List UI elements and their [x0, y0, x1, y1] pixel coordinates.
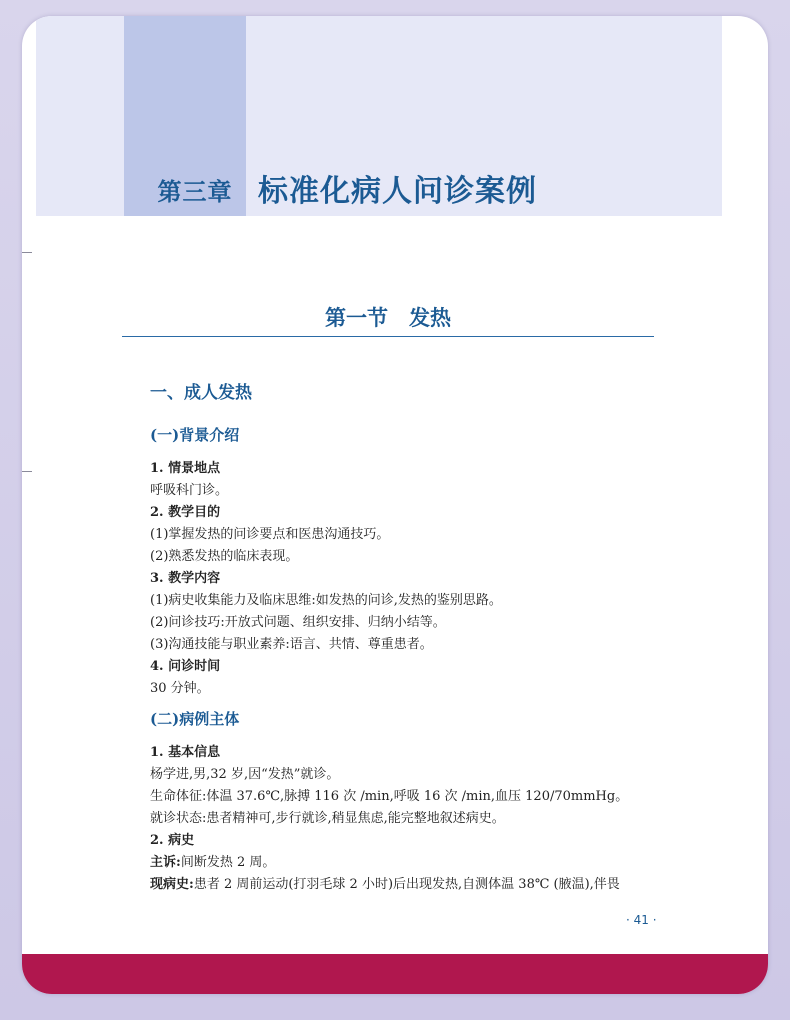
- body-line: 30 分钟。: [150, 681, 210, 696]
- body-line: (2)熟悉发热的临床表现。: [150, 549, 299, 564]
- present-illness-label: 现病史:: [150, 877, 194, 892]
- present-illness-line: [150, 873, 620, 892]
- section-divider: [122, 336, 654, 337]
- chief-complaint-label: 主诉:: [150, 855, 181, 870]
- present-illness-text: 患者 2 周前运动(打羽毛球 2 小时)后出现发热,自测体温 38℃ (腋温),伴畏: [193, 877, 620, 892]
- body-line: (2)问诊技巧:开放式问题、组织安排、归纳小结等。: [150, 615, 446, 630]
- chapter-title: 标准化病人问诊案例: [258, 174, 537, 209]
- subheading-location: 1. 情景地点: [150, 461, 221, 476]
- subheading-teaching-content: 3. 教学内容: [150, 571, 221, 586]
- book-page: [22, 16, 768, 994]
- margin-tick-mark: [22, 471, 32, 472]
- chief-complaint-line: [150, 851, 275, 870]
- chapter-number: 第三章: [157, 177, 233, 206]
- background-heading: (一)背景介绍: [150, 426, 240, 444]
- body-line: 生命体征:体温 37.6℃,脉搏 116 次 /min,呼吸 16 次 /min,血压 120/70mmHg。: [150, 789, 629, 804]
- body-line: (1)病史收集能力及临床思维:如发热的问诊,发热的鉴别思路。: [150, 593, 502, 608]
- body-line: (1)掌握发热的问诊要点和医患沟通技巧。: [150, 527, 390, 542]
- part-heading: 一、成人发热: [150, 383, 252, 403]
- subheading-basic-info: 1. 基本信息: [150, 745, 221, 760]
- body-line: (3)沟通技能与职业素养:语言、共情、尊重患者。: [150, 637, 433, 652]
- body-line: 就诊状态:患者精神可,步行就诊,稍显焦虑,能完整地叙述病史。: [150, 811, 505, 826]
- chief-complaint-text: 间断发热 2 周。: [180, 855, 276, 870]
- section-title: 第一节 发热: [325, 305, 451, 330]
- subheading-history: 2. 病史: [150, 833, 195, 848]
- case-heading: (二)病例主体: [150, 710, 240, 728]
- body-line: 杨学进,男,32 岁,因“发热”就诊。: [150, 767, 340, 782]
- margin-tick-mark: [22, 252, 32, 253]
- body-line: 呼吸科门诊。: [150, 483, 229, 498]
- bottom-color-band: [22, 954, 768, 994]
- subheading-interview-time: 4. 问诊时间: [150, 659, 221, 674]
- subheading-teaching-goal: 2. 教学目的: [150, 505, 221, 520]
- page-number: · 41 ·: [626, 913, 657, 927]
